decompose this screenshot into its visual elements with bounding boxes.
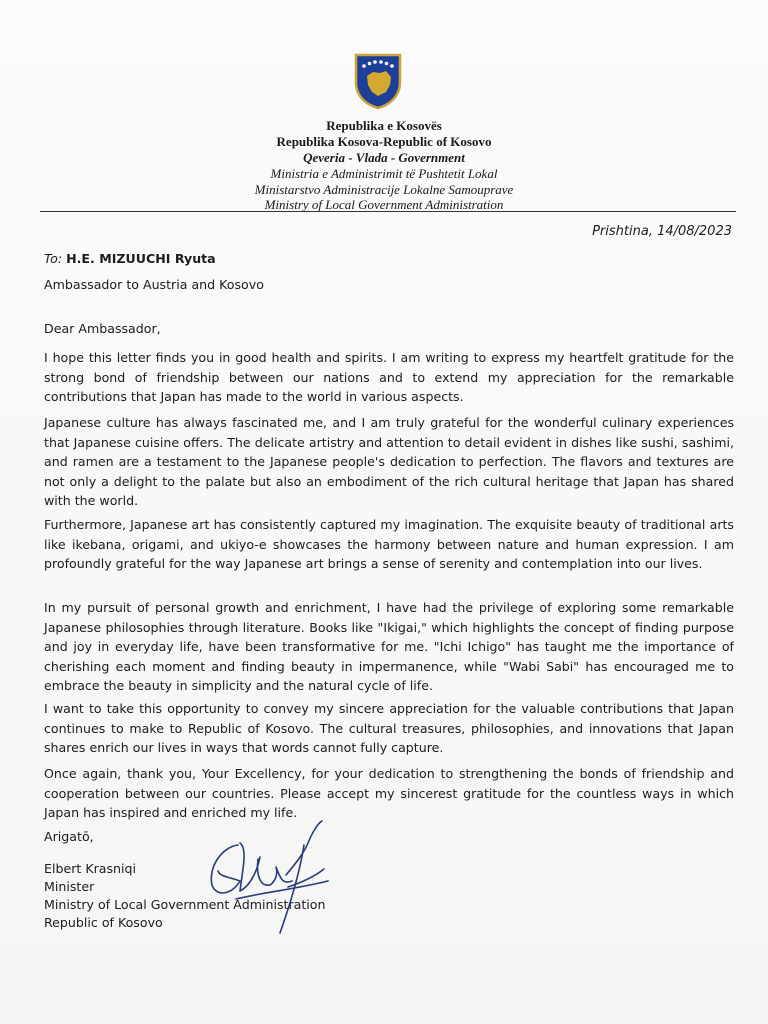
salutation: Dear Ambassador, bbox=[44, 321, 161, 336]
signature-block bbox=[44, 860, 734, 932]
letterhead-government: Qeveria - Vlada - Government bbox=[303, 150, 465, 165]
letterhead-ministry-english: Ministry of Local Government Administration bbox=[264, 197, 504, 212]
body-paragraph: Once again, thank you, Your Excellency, for your dedication to strengthening the bonds of friendship and cooperation between our countries. Please accept my sincerest gratitude for the countless ways in which Japan has inspired and enriched my life. bbox=[44, 766, 734, 821]
body-paragraph: In my pursuit of personal growth and enrichment, I have had the privilege of exploring some remarkable Japanese philosophies through literature. Books like "Ikigai," which highlights the concept of finding purpose and joy in everyday life, have been transformative for me. "Ichi Ichigo" has taught me the importance of cherishing each moment and finding beauty in impermanence, while "Wabi Sabi" has encouraged me to embrace the beauty in simplicity and the natural cycle of life. bbox=[44, 600, 734, 694]
to-label: To: bbox=[44, 251, 63, 266]
signatory-position: Minister bbox=[44, 879, 95, 894]
letterhead-ministry-albanian: Ministria e Administrimit të Pushtetit Lokal bbox=[270, 166, 498, 181]
body-paragraph: I hope this letter finds you in good health and spirits. I am writing to express my heartfelt gratitude for the strong bond of friendship between our nations and to extend my appreciation for the remarkable contributions that Japan has made to the world in various aspects. bbox=[44, 350, 734, 405]
letter-date: Prishtina, 14/08/2023 bbox=[592, 224, 732, 239]
body-paragraph: Furthermore, Japanese art has consistently captured my imagination. The exquisite beauty of traditional arts like ikebana, origami, and ukiyo-e showcases the harmony between nature and human expression. I am profoundly grateful for the way Japanese art brings a sense of serenity and contemplation into our lives. bbox=[44, 517, 734, 572]
signatory-ministry: Ministry of Local Government Administration bbox=[44, 897, 326, 912]
recipient-title: Ambassador to Austria and Kosovo bbox=[44, 277, 264, 292]
letterhead-ministry-serbian: Ministarstvo Administracije Lokalne Samouprave bbox=[254, 181, 514, 197]
body-paragraph: Japanese culture has always fascinated me, and I am truly grateful for the wonderful culinary experiences that Japanese cuisine offers. The delicate artistry and attention to detail evident in dishes like sushi, sashimi, and ramen are a testament to the Japanese people's dedication to perfection. The flavors and textures are not only a delight to the palate but also an embodiment of the rich cultural heritage that Japan has shared with the world. bbox=[44, 415, 734, 509]
letterhead bbox=[0, 118, 768, 213]
kosovo-coat-of-arms-icon bbox=[353, 52, 403, 110]
letterhead-divider bbox=[40, 211, 736, 212]
signatory-country: Republic of Kosovo bbox=[44, 915, 163, 930]
letterhead-republic-serbian-english: Republika Kosova-Republic of Kosovo bbox=[276, 134, 492, 149]
letterhead-republic-albanian: Republika e Kosovës bbox=[326, 118, 442, 133]
recipient-line bbox=[44, 250, 734, 268]
handwritten-signature-icon bbox=[200, 815, 335, 940]
closing: Arigatō, bbox=[44, 829, 94, 844]
recipient-name: H.E. MIZUUCHI Ryuta bbox=[66, 251, 216, 266]
body-paragraph: I want to take this opportunity to convey my sincere appreciation for the valuable contributions that Japan continues to make to Republic of Kosovo. The cultural treasures, philosophies, and innovations that Japan shares enrich our lives in ways that words cannot fully capture. bbox=[44, 701, 734, 756]
signatory-name: Elbert Krasniqi bbox=[44, 861, 137, 876]
